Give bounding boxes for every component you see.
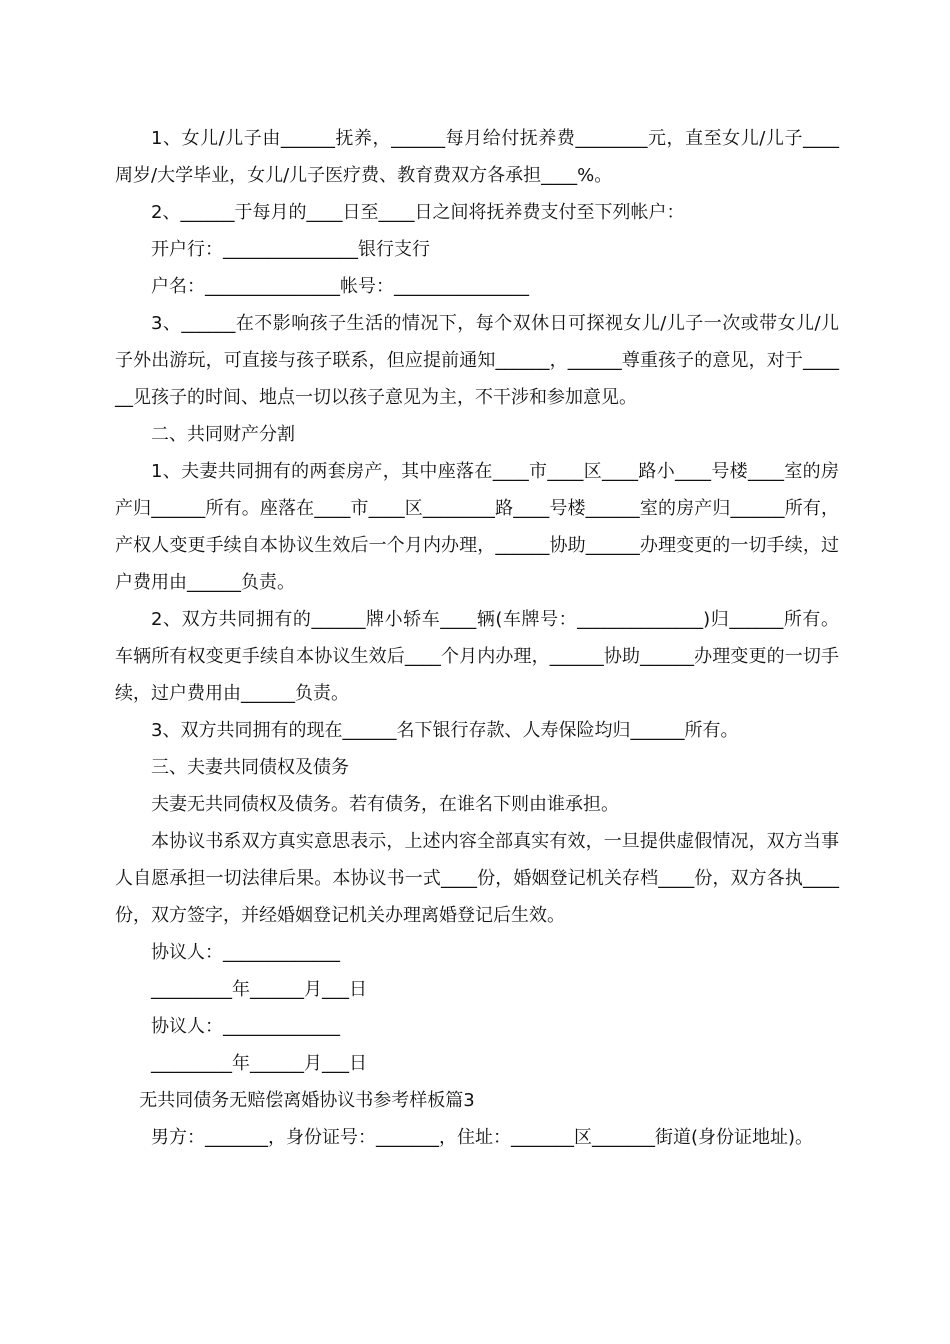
validity-clause: 本协议书系双方真实意思表示，上述内容全部真实有效，一旦提供虚假情况，双方当事人自愿承担一切法律后果。本协议书一式____份，婚姻登记机关存档____份，双方各执____份，双方签字，并经婚姻登记机关办理离婚登记后生效。: [115, 831, 839, 926]
custody-clause-2: 2、______于每月的____日至____日之间将抚养费支付至下列帐户：: [151, 202, 685, 223]
section-heading-property: 二、共同财产分割: [151, 424, 295, 445]
visitation-clause: 3、______在不影响孩子生活的情况下，每个双休日可探视女儿/儿子一次或带女儿/儿子外出游玩，可直接与孩子联系，但应提前通知______，______尊重孩子的意见，对于______见孩子的时间、地点一切以孩子意见为主，不干涉和参加意见。: [115, 313, 839, 408]
custody-clause-1: 1、女儿/儿子由______抚养，______每月给付抚养费________元，直至女儿/儿子____周岁/大学毕业，女儿/儿子医疗费、教育费双方各承担____%。: [115, 128, 839, 186]
signatory-line-2: 协议人：_____________: [151, 1016, 340, 1037]
date-line-1: _________年______月___日: [151, 979, 367, 1000]
signatory-line-1: 协议人：_____________: [151, 942, 340, 963]
date-line-2: _________年______月___日: [151, 1053, 367, 1074]
property-clause-2: 2、双方共同拥有的______牌小轿车____辆(车牌号：______________)归______所有。车辆所有权变更手续自本协议生效后____个月内办理，______协助______办理变更的一切手续，过户费用由______负责。: [115, 609, 839, 704]
template-3-title: 无共同债务无赔偿离婚协议书参考样板篇3: [139, 1090, 475, 1111]
account-name-number-line: 户名：_______________帐号：_______________: [151, 276, 529, 297]
bank-branch-line: 开户行：_______________银行支行: [151, 239, 430, 260]
male-party-line: 男方：_______，身份证号：_______，住址：_______区_______街道(身份证地址)。: [151, 1127, 814, 1148]
debts-clause: 夫妻无共同债权及债务。若有债务，在谁名下则由谁承担。: [151, 794, 619, 815]
property-clause-1: 1、夫妻共同拥有的两套房产，其中座落在____市____区____路小____号楼____室的房产归______所有。座落在____市____区________路____号楼______室的房产归______所有，产权人变更手续自本协议生效后一个月内办理，______协助______办理变更的一切手续，过户费用由______负责。: [115, 461, 839, 593]
property-clause-3: 3、双方共同拥有的现在______名下银行存款、人寿保险均归______所有。: [151, 720, 739, 741]
document-body: [115, 120, 839, 1156]
section-heading-debts: 三、夫妻共同债权及债务: [151, 757, 349, 778]
